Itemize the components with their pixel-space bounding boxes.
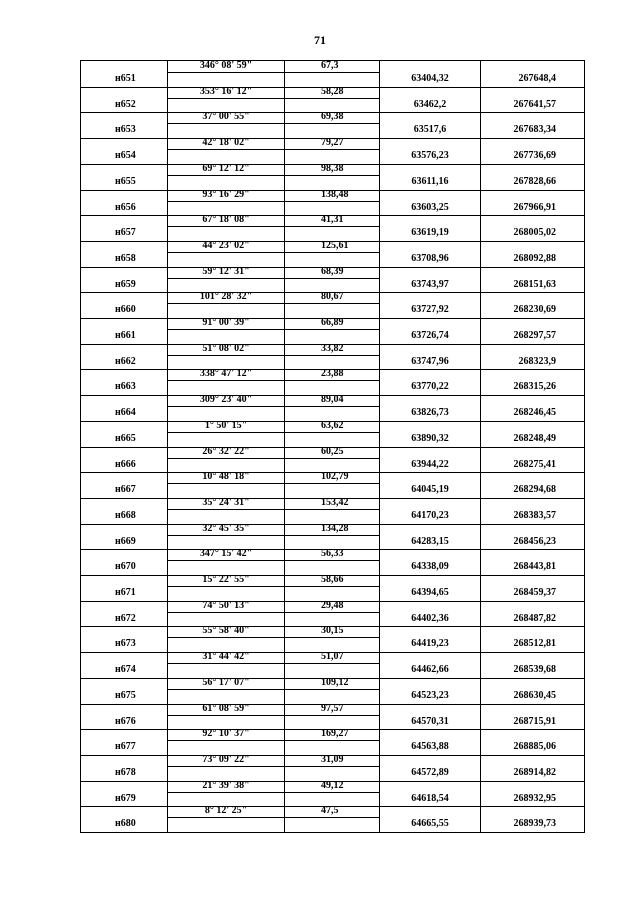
bearing-cell: 51° 08' 02" [202, 342, 250, 354]
cell-underline [168, 432, 284, 433]
x-coordinate-cell: 63747,96 [411, 355, 449, 367]
cell-underline [285, 252, 379, 253]
x-coordinate-cell: 63517,6 [413, 124, 447, 136]
bearing-cell: 55° 58' 40" [202, 625, 250, 637]
distance-cell: 80,67 [321, 291, 344, 303]
point-cell: н670 [115, 561, 136, 573]
y-coordinate-cell: 267648,4 [518, 73, 556, 84]
cell-underline [168, 355, 284, 356]
point-cell: н667 [115, 484, 136, 496]
table-row [81, 575, 584, 601]
cell-underline [168, 740, 284, 741]
distance-cell: 58,28 [321, 85, 344, 97]
point-cell: н658 [115, 252, 136, 264]
y-coordinate-cell: 268275,41 [513, 458, 556, 470]
bearing-cell: 8° 12' 25" [204, 805, 248, 817]
point-cell: н677 [115, 741, 136, 753]
point-cell: н652 [115, 98, 136, 110]
bearing-cell: 346° 08' 59" [199, 60, 253, 71]
cell-underline [168, 303, 284, 304]
cell-underline [168, 766, 284, 767]
y-coordinate-cell: 268443,81 [513, 561, 556, 573]
table-row [81, 241, 584, 267]
point-cell: н680 [115, 818, 136, 830]
cell-underline [285, 612, 379, 613]
bearing-cell: 35° 24' 31" [202, 496, 250, 508]
coordinates-table [80, 60, 585, 833]
y-coordinate-cell: 267641,57 [513, 98, 556, 110]
cell-underline [285, 303, 379, 304]
y-coordinate-cell: 267736,69 [513, 150, 556, 162]
cell-underline [168, 792, 284, 793]
cell-underline [168, 252, 284, 253]
cell-underline [168, 612, 284, 613]
bearing-cell: 15° 22' 55" [202, 574, 250, 585]
table-row [81, 292, 584, 318]
cell-underline [168, 149, 284, 150]
cell-underline [285, 355, 379, 356]
bearing-cell: 31° 44' 42" [202, 651, 250, 663]
bearing-cell: 91° 00' 39" [202, 317, 250, 328]
distance-cell: 60,25 [321, 445, 344, 457]
table-row [81, 755, 584, 781]
point-cell: н654 [115, 150, 136, 162]
cell-underline [285, 149, 379, 150]
y-coordinate-cell: 268512,81 [513, 638, 556, 650]
y-coordinate-cell: 268383,57 [513, 509, 556, 521]
table-row [81, 267, 584, 293]
cell-underline [285, 226, 379, 227]
distance-cell: 47,5 [321, 805, 339, 817]
bearing-cell: 73° 09' 22" [202, 753, 250, 765]
table-row [81, 447, 584, 473]
cell-underline [168, 637, 284, 638]
y-coordinate-cell: 267828,66 [513, 175, 556, 187]
point-cell: н653 [115, 124, 136, 136]
cell-underline [285, 637, 379, 638]
cell-underline [168, 817, 284, 818]
distance-cell: 98,38 [321, 162, 344, 174]
cell-underline [168, 406, 284, 407]
cell-underline [168, 458, 284, 459]
x-coordinate-cell: 63726,74 [411, 330, 449, 341]
table-row [81, 87, 584, 113]
cell-underline [168, 586, 284, 587]
bearing-cell: 309° 23' 40" [199, 394, 253, 406]
distance-cell: 102,79 [321, 471, 349, 483]
distance-cell: 125,61 [321, 239, 349, 251]
distance-cell: 58,66 [321, 574, 344, 585]
x-coordinate-cell: 63770,22 [411, 381, 449, 393]
x-coordinate-cell: 63944,22 [411, 458, 449, 470]
x-coordinate-cell: 63890,32 [411, 432, 449, 444]
point-cell: н660 [115, 304, 136, 316]
table-row [81, 678, 584, 704]
page-number: 71 [314, 33, 326, 47]
x-coordinate-cell: 64665,55 [411, 818, 449, 830]
y-coordinate-cell: 268487,82 [513, 612, 556, 624]
cell-underline [168, 175, 284, 176]
cell-underline [285, 201, 379, 202]
point-cell: н675 [115, 689, 136, 701]
point-cell: н669 [115, 535, 136, 547]
bearing-cell: 67° 18' 08" [202, 214, 250, 226]
point-cell: н655 [115, 175, 136, 187]
y-coordinate-cell: 268539,68 [513, 664, 556, 676]
y-coordinate-cell: 268715,91 [513, 715, 556, 727]
table-row [81, 472, 584, 498]
bearing-cell: 69° 12' 12" [202, 162, 250, 174]
table-row [81, 729, 584, 755]
point-cell: н679 [115, 792, 136, 804]
point-cell: н668 [115, 509, 136, 521]
distance-cell: 67,3 [321, 60, 339, 71]
distance-cell: 49,12 [321, 779, 344, 791]
table-row [81, 164, 584, 190]
point-cell: н671 [115, 587, 136, 598]
x-coordinate-cell: 64283,15 [411, 535, 449, 547]
cell-underline [168, 509, 284, 510]
distance-cell: 134,28 [321, 522, 349, 534]
point-cell: н678 [115, 766, 136, 778]
cell-underline [285, 663, 379, 664]
table-row [81, 652, 584, 678]
x-coordinate-cell: 63727,92 [411, 304, 449, 316]
x-coordinate-cell: 64402,36 [411, 612, 449, 624]
distance-cell: 56,33 [321, 548, 344, 560]
cell-underline [285, 766, 379, 767]
table-row [81, 806, 584, 832]
cell-underline [285, 509, 379, 510]
cell-underline [285, 72, 379, 73]
y-coordinate-cell: 268456,23 [513, 535, 556, 547]
cell-underline [285, 432, 379, 433]
y-coordinate-cell: 268005,02 [513, 227, 556, 239]
point-cell: н673 [115, 638, 136, 650]
table-row [81, 704, 584, 730]
bearing-cell: 32° 45' 35" [202, 522, 250, 534]
distance-cell: 138,48 [321, 188, 349, 200]
distance-cell: 66,89 [321, 317, 344, 328]
cell-underline [168, 380, 284, 381]
x-coordinate-cell: 64170,23 [411, 509, 449, 521]
bearing-cell: 59° 12' 31" [202, 265, 250, 277]
bearing-cell: 10° 48' 18" [202, 471, 250, 483]
bearing-cell: 101° 28' 32" [199, 291, 253, 303]
distance-cell: 41,31 [321, 214, 344, 226]
cell-underline [168, 689, 284, 690]
distance-cell: 51,07 [321, 651, 344, 663]
bearing-cell: 92° 10' 37" [202, 728, 250, 740]
x-coordinate-cell: 64618,54 [411, 792, 449, 804]
point-cell: н672 [115, 612, 136, 624]
x-coordinate-cell: 63576,23 [411, 150, 449, 162]
cell-underline [285, 535, 379, 536]
cell-underline [285, 458, 379, 459]
x-coordinate-cell: 63603,25 [411, 201, 449, 213]
cell-underline [285, 817, 379, 818]
point-cell: н651 [115, 73, 136, 84]
x-coordinate-cell: 64045,19 [411, 484, 449, 496]
y-coordinate-cell: 268630,45 [513, 689, 556, 701]
y-coordinate-cell: 268248,49 [513, 432, 556, 444]
y-coordinate-cell: 268323,9 [518, 355, 556, 367]
distance-cell: 33,82 [321, 342, 344, 354]
cell-underline [285, 792, 379, 793]
table-row [81, 549, 584, 575]
x-coordinate-cell: 63462,2 [413, 98, 447, 110]
table-row [81, 61, 584, 87]
y-coordinate-cell: 268459,37 [513, 587, 556, 598]
bearing-cell: 74° 50' 13" [202, 599, 250, 611]
point-cell: н666 [115, 458, 136, 470]
x-coordinate-cell: 64572,89 [411, 766, 449, 778]
point-cell: н674 [115, 664, 136, 676]
distance-cell: 29,48 [321, 599, 344, 611]
table-row [81, 190, 584, 216]
bearing-cell: 26° 32' 22" [202, 445, 250, 457]
cell-underline [285, 740, 379, 741]
bearing-cell: 347° 15' 42" [199, 548, 253, 560]
table-row [81, 601, 584, 627]
y-coordinate-cell: 268151,63 [513, 278, 556, 290]
point-cell: н659 [115, 278, 136, 290]
distance-cell: 89,04 [321, 394, 344, 406]
y-coordinate-cell: 267966,91 [513, 201, 556, 213]
y-coordinate-cell: 268885,06 [513, 741, 556, 753]
x-coordinate-cell: 63826,73 [411, 407, 449, 419]
cell-underline [168, 278, 284, 279]
point-cell: н664 [115, 407, 136, 419]
y-coordinate-cell: 268294,68 [513, 484, 556, 496]
cell-underline [285, 380, 379, 381]
x-coordinate-cell: 64563,88 [411, 741, 449, 753]
y-coordinate-cell: 267683,34 [513, 124, 556, 136]
cell-underline [168, 560, 284, 561]
distance-cell: 23,88 [321, 368, 344, 380]
distance-cell: 63,62 [321, 419, 344, 431]
y-coordinate-cell: 268092,88 [513, 252, 556, 264]
distance-cell: 31,09 [321, 753, 344, 765]
point-cell: н676 [115, 715, 136, 727]
x-coordinate-cell: 63619,19 [411, 227, 449, 239]
table-row [81, 215, 584, 241]
table-row [81, 626, 584, 652]
cell-underline [285, 98, 379, 99]
y-coordinate-cell: 268297,57 [513, 330, 556, 341]
x-coordinate-cell: 64338,09 [411, 561, 449, 573]
y-coordinate-cell: 268230,69 [513, 304, 556, 316]
y-coordinate-cell: 268246,45 [513, 407, 556, 419]
table-row [81, 369, 584, 395]
cell-underline [168, 98, 284, 99]
cell-underline [168, 663, 284, 664]
cell-underline [168, 72, 284, 73]
point-cell: н656 [115, 201, 136, 213]
distance-cell: 153,42 [321, 496, 349, 508]
cell-underline [285, 406, 379, 407]
y-coordinate-cell: 268914,82 [513, 766, 556, 778]
cell-underline [168, 329, 284, 330]
cell-underline [285, 715, 379, 716]
bearing-cell: 56° 17' 07" [202, 676, 250, 688]
x-coordinate-cell: 63404,32 [411, 73, 449, 84]
x-coordinate-cell: 64462,66 [411, 664, 449, 676]
x-coordinate-cell: 64570,31 [411, 715, 449, 727]
x-coordinate-cell: 63743,97 [411, 278, 449, 290]
cell-underline [168, 715, 284, 716]
point-cell: н657 [115, 227, 136, 239]
x-coordinate-cell: 63708,96 [411, 252, 449, 264]
x-coordinate-cell: 63611,16 [411, 175, 449, 187]
distance-cell: 109,12 [321, 676, 349, 688]
cell-underline [285, 689, 379, 690]
bearing-cell: 353° 16' 12" [199, 85, 253, 97]
bearing-cell: 44° 23' 02" [202, 239, 250, 251]
bearing-cell: 93° 16' 29" [202, 188, 250, 200]
table-row [81, 112, 584, 138]
point-cell: н662 [115, 355, 136, 367]
cell-underline [285, 329, 379, 330]
cell-underline [168, 483, 284, 484]
point-cell: н661 [115, 330, 136, 341]
y-coordinate-cell: 268939,73 [513, 818, 556, 830]
y-coordinate-cell: 268315,26 [513, 381, 556, 393]
point-cell: н665 [115, 432, 136, 444]
table-row [81, 498, 584, 524]
cell-underline [168, 123, 284, 124]
distance-cell: 68,39 [321, 265, 344, 277]
bearing-cell: 37° 00' 55" [202, 111, 250, 123]
distance-cell: 169,27 [321, 728, 349, 740]
cell-underline [285, 560, 379, 561]
distance-cell: 79,27 [321, 137, 344, 149]
y-coordinate-cell: 268932,95 [513, 792, 556, 804]
bearing-cell: 1° 50' 15" [204, 419, 248, 431]
cell-underline [168, 535, 284, 536]
bearing-cell: 21° 39' 38" [202, 779, 250, 791]
point-cell: н663 [115, 381, 136, 393]
x-coordinate-cell: 64419,23 [411, 638, 449, 650]
x-coordinate-cell: 64523,23 [411, 689, 449, 701]
cell-underline [168, 226, 284, 227]
table-row [81, 344, 584, 370]
distance-cell: 69,38 [321, 111, 344, 123]
table-row [81, 138, 584, 164]
cell-underline [285, 175, 379, 176]
bearing-cell: 61° 08' 59" [202, 702, 250, 714]
x-coordinate-cell: 64394,65 [411, 587, 449, 598]
bearing-cell: 42° 18' 02" [202, 137, 250, 149]
distance-cell: 30,15 [321, 625, 344, 637]
cell-underline [168, 201, 284, 202]
cell-underline [285, 123, 379, 124]
cell-underline [285, 586, 379, 587]
distance-cell: 97,57 [321, 702, 344, 714]
table-row [81, 318, 584, 344]
cell-underline [285, 278, 379, 279]
table-row [81, 781, 584, 807]
table-row [81, 395, 584, 421]
cell-underline [285, 483, 379, 484]
table-row [81, 421, 584, 447]
table-row [81, 524, 584, 550]
bearing-cell: 338° 47' 12" [199, 368, 253, 380]
